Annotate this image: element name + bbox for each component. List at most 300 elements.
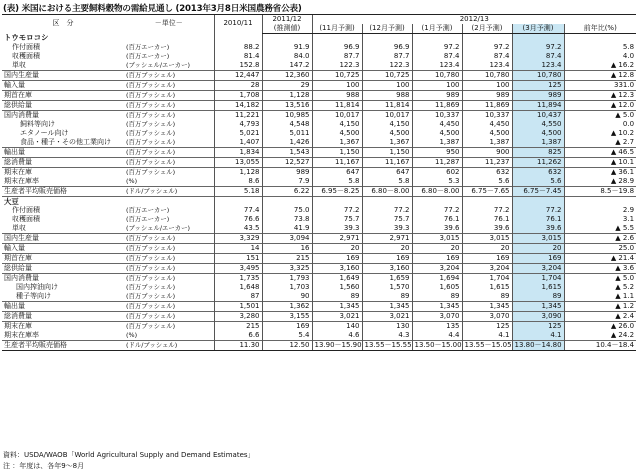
change-cell: ▲ 46.5 — [564, 148, 636, 158]
value-cell: 20 — [512, 244, 564, 254]
value-cell: 988 — [312, 91, 362, 101]
value-cell: 13,516 — [262, 101, 312, 111]
table-row — [2, 120, 636, 129]
value-cell: 20 — [312, 244, 362, 254]
change-cell: ▲ 5.2 — [564, 283, 636, 292]
section-row — [2, 197, 636, 207]
value-cell: 647 — [362, 168, 412, 178]
empty-cell — [412, 34, 462, 44]
value-cell: 10,780 — [412, 71, 462, 81]
row-label: 飼料等向け — [20, 120, 55, 128]
value-cell: 1,150 — [312, 148, 362, 158]
empty-cell — [262, 34, 312, 44]
value-cell: 5.3 — [412, 177, 462, 187]
row-label: 総供給量 — [2, 101, 124, 111]
empty-cell — [462, 197, 512, 207]
value-cell: 11,869 — [412, 101, 462, 111]
change-cell: 5.8 — [564, 43, 636, 52]
header-month: (11月予測) — [312, 24, 362, 34]
value-cell: 77.2 — [412, 206, 462, 215]
value-cell: 39.3 — [312, 224, 362, 234]
row-label: 生産者平均販売価格 — [2, 187, 124, 197]
value-cell: 1,694 — [412, 274, 462, 284]
value-cell: 77.2 — [312, 206, 362, 215]
value-cell: 3,155 — [262, 312, 312, 322]
value-cell: 3,325 — [262, 264, 312, 274]
value-cell: 13,055 — [214, 158, 262, 168]
table-row — [2, 91, 636, 101]
row-unit: (百万ブッシェル) — [124, 264, 214, 274]
value-cell: 1,150 — [362, 148, 412, 158]
year-note: 注 ：年度は、各年9～8月 — [3, 462, 85, 470]
value-cell: 123.4 — [512, 61, 564, 71]
value-cell: 1,704 — [462, 274, 512, 284]
value-cell: 147.2 — [262, 61, 312, 71]
row-unit: (百万ブッシェル) — [124, 111, 214, 121]
change-cell: ▲ 5.0 — [564, 111, 636, 121]
value-cell: 16 — [262, 244, 312, 254]
table-row — [2, 283, 636, 292]
value-cell: 1,387 — [412, 138, 462, 148]
row-label: 期末在庫 — [2, 322, 124, 332]
source-note: 資料：USDA/WAOB「World Agricultural Supply and Demand Estimates」 — [3, 451, 255, 459]
table-row — [2, 177, 636, 187]
table-row — [2, 274, 636, 284]
value-cell: 3,204 — [512, 264, 564, 274]
value-cell: 5.6 — [462, 177, 512, 187]
value-cell: 11.30 — [214, 341, 262, 351]
value-cell: 20 — [362, 244, 412, 254]
value-cell: 11,221 — [214, 111, 262, 121]
value-cell: 12,447 — [214, 71, 262, 81]
header-year-2010: 2010/11 — [214, 15, 262, 34]
row-label: 作付面積 — [12, 206, 40, 214]
value-cell: 6.80－8.00 — [412, 187, 462, 197]
empty-cell — [214, 197, 262, 207]
change-cell: ▲ 2.7 — [564, 138, 636, 148]
value-cell: 28 — [214, 81, 262, 91]
value-cell: 1,834 — [214, 148, 262, 158]
value-cell: 20 — [412, 244, 462, 254]
value-cell: 5.4 — [262, 331, 312, 341]
row-label: 作付面積 — [12, 43, 40, 51]
value-cell: 4.1 — [462, 331, 512, 341]
table-row — [2, 187, 636, 197]
change-cell: 0.0 — [564, 120, 636, 129]
table-row — [2, 61, 636, 71]
row-unit: (ブッシェル/エーカー) — [126, 224, 190, 232]
change-cell: 8.5－19.8 — [564, 187, 636, 197]
value-cell: 4,150 — [362, 120, 412, 129]
table-row — [2, 206, 636, 215]
value-cell: 76.1 — [512, 215, 564, 224]
row-unit: (百万ブッシェル) — [126, 138, 176, 146]
change-cell: ▲ 12.3 — [564, 91, 636, 101]
table-row — [2, 234, 636, 244]
value-cell: 43.5 — [214, 224, 262, 234]
value-cell: 950 — [412, 148, 462, 158]
row-unit: (百万エーカー) — [126, 52, 170, 60]
value-cell: 5.18 — [214, 187, 262, 197]
row-unit: (ドル/ブッシェル) — [124, 341, 214, 351]
row-label: 国内搾油向け — [16, 283, 58, 291]
value-cell: 602 — [412, 168, 462, 178]
change-cell: 4.0 — [564, 52, 636, 61]
value-cell: 8.6 — [214, 177, 262, 187]
row-label: 収穫面積 — [12, 215, 40, 223]
value-cell: 11,814 — [312, 101, 362, 111]
empty-cell — [312, 197, 362, 207]
value-cell: 13.55－15.55 — [362, 341, 412, 351]
change-cell: ▲ 2.6 — [564, 234, 636, 244]
value-cell: 169 — [362, 254, 412, 264]
value-cell: 4,150 — [312, 120, 362, 129]
row-label: 生産者平均販売価格 — [2, 341, 124, 351]
table-row — [2, 331, 636, 341]
row-unit: (百万ブッシェル) — [126, 129, 176, 137]
table-row — [2, 244, 636, 254]
value-cell: 6.75－7.45 — [512, 187, 564, 197]
table-row — [2, 168, 636, 178]
row-label: 国内消費量 — [2, 274, 124, 284]
row-label: 総消費量 — [2, 158, 124, 168]
value-cell: 89 — [362, 292, 412, 302]
value-cell: 3,160 — [362, 264, 412, 274]
value-cell: 11,262 — [512, 158, 564, 168]
value-cell: 989 — [262, 168, 312, 178]
row-unit: (ドル/ブッシェル) — [124, 187, 214, 197]
row-label: 収穫面積 — [12, 52, 40, 60]
change-cell: ▲ 1.1 — [564, 292, 636, 302]
value-cell: 169 — [412, 254, 462, 264]
value-cell: 1,648 — [214, 283, 262, 292]
header-month: (12月予測) — [362, 24, 412, 34]
value-cell: 6.6 — [214, 331, 262, 341]
row-unit: (百万エーカー) — [126, 43, 170, 51]
value-cell: 1,367 — [362, 138, 412, 148]
value-cell: 84.0 — [262, 52, 312, 61]
value-cell: 76.6 — [214, 215, 262, 224]
value-cell: 10,725 — [312, 71, 362, 81]
value-cell: 39.3 — [362, 224, 412, 234]
value-cell: 3,204 — [412, 264, 462, 274]
header-unit: －単位－ — [124, 15, 214, 34]
row-label: 食品・種子・その他工業向け — [20, 138, 111, 146]
value-cell: 989 — [462, 91, 512, 101]
change-cell: ▲ 12.8 — [564, 71, 636, 81]
row-label: エタノール向け — [20, 129, 69, 137]
value-cell: 4,548 — [262, 120, 312, 129]
value-cell: 1,615 — [512, 283, 564, 292]
value-cell: 169 — [462, 254, 512, 264]
row-unit: (百万ブッシェル) — [126, 283, 176, 291]
header-item: 区 分 — [2, 15, 124, 34]
value-cell: 10,985 — [262, 111, 312, 121]
value-cell: 1,501 — [214, 302, 262, 312]
value-cell: 1,387 — [512, 138, 564, 148]
row-unit: (百万ブッシェル) — [124, 168, 214, 178]
value-cell: 169 — [262, 322, 312, 332]
value-cell: 76.1 — [412, 215, 462, 224]
value-cell: 4,500 — [412, 129, 462, 138]
value-cell: 3,015 — [512, 234, 564, 244]
value-cell: 11,869 — [462, 101, 512, 111]
value-cell: 10,780 — [512, 71, 564, 81]
value-cell: 5.8 — [362, 177, 412, 187]
value-cell: 6.75－7.65 — [462, 187, 512, 197]
change-cell: ▲ 24.2 — [564, 331, 636, 341]
row-label: 期末在庫 — [2, 168, 124, 178]
change-cell: ▲ 5.5 — [564, 224, 636, 234]
value-cell: 152.8 — [214, 61, 262, 71]
value-cell: 140 — [312, 322, 362, 332]
value-cell: 215 — [214, 322, 262, 332]
row-unit: (百万ブッシェル) — [124, 274, 214, 284]
change-cell: ▲ 26.0 — [564, 322, 636, 332]
value-cell: 76.1 — [462, 215, 512, 224]
change-cell: ▲ 28.9 — [564, 177, 636, 187]
header-year-2012: 2012/13 — [312, 15, 636, 25]
table-row — [2, 43, 636, 52]
value-cell: 77.4 — [214, 206, 262, 215]
value-cell: 215 — [262, 254, 312, 264]
change-cell: 2.9 — [564, 206, 636, 215]
value-cell: 4.6 — [312, 331, 362, 341]
value-cell: 1,708 — [214, 91, 262, 101]
value-cell: 97.2 — [512, 43, 564, 52]
value-cell: 5.8 — [312, 177, 362, 187]
value-cell: 29 — [262, 81, 312, 91]
value-cell: 100 — [412, 81, 462, 91]
empty-cell — [512, 197, 564, 207]
value-cell: 122.3 — [312, 61, 362, 71]
section-row — [2, 34, 636, 44]
value-cell: 4.4 — [412, 331, 462, 341]
row-unit: (百万ブッシェル) — [124, 148, 214, 158]
value-cell: 11,814 — [362, 101, 412, 111]
value-cell: 10,017 — [312, 111, 362, 121]
value-cell: 1,793 — [262, 274, 312, 284]
value-cell: 10,337 — [462, 111, 512, 121]
change-cell: ▲ 1.2 — [564, 302, 636, 312]
empty-cell — [512, 34, 564, 44]
value-cell: 3,090 — [512, 312, 564, 322]
row-unit: (百万ブッシェル) — [124, 91, 214, 101]
value-cell: 1,570 — [362, 283, 412, 292]
value-cell: 13.90－15.90 — [312, 341, 362, 351]
value-cell: 1,426 — [262, 138, 312, 148]
supply-demand-table — [2, 14, 636, 351]
value-cell: 3,329 — [214, 234, 262, 244]
header-year-2011: 2011/12 — [262, 15, 312, 25]
value-cell: 12,527 — [262, 158, 312, 168]
value-cell: 87 — [214, 292, 262, 302]
row-label: 期首在庫 — [2, 254, 124, 264]
row-unit: (ブッシェル/エーカー) — [126, 61, 190, 69]
empty-cell — [362, 34, 412, 44]
value-cell: 1,649 — [312, 274, 362, 284]
value-cell: 11,167 — [362, 158, 412, 168]
value-cell: 1,407 — [214, 138, 262, 148]
table-row — [2, 111, 636, 121]
value-cell: 75.0 — [262, 206, 312, 215]
table-row — [2, 302, 636, 312]
value-cell: 41.9 — [262, 224, 312, 234]
change-cell: ▲ 2.4 — [564, 312, 636, 322]
value-cell: 100 — [362, 81, 412, 91]
value-cell: 4,450 — [462, 120, 512, 129]
row-label: 単収 — [12, 224, 26, 232]
row-unit: (百万ブッシェル) — [124, 312, 214, 322]
row-label: 単収 — [12, 61, 26, 69]
row-unit: (百万ブッシェル) — [124, 234, 214, 244]
row-unit: (百万エーカー) — [126, 215, 170, 223]
row-unit: (%) — [126, 331, 138, 339]
value-cell: 1,128 — [214, 168, 262, 178]
value-cell: 2,971 — [362, 234, 412, 244]
value-cell: 39.6 — [462, 224, 512, 234]
row-unit: (百万ブッシェル) — [124, 254, 214, 264]
row-unit: (百万ブッシェル) — [126, 292, 176, 300]
value-cell: 89 — [462, 292, 512, 302]
value-cell: 1,605 — [412, 283, 462, 292]
row-label: 期首在庫 — [2, 91, 124, 101]
value-cell: 14 — [214, 244, 262, 254]
change-cell: ▲ 3.6 — [564, 264, 636, 274]
empty-cell — [564, 34, 636, 44]
value-cell: 39.6 — [412, 224, 462, 234]
value-cell: 91.9 — [262, 43, 312, 52]
value-cell: 4,500 — [312, 129, 362, 138]
value-cell: 13.80－14.80 — [512, 341, 564, 351]
table-row — [2, 129, 636, 138]
value-cell: 123.4 — [462, 61, 512, 71]
value-cell: 96.9 — [312, 43, 362, 52]
value-cell: 97.2 — [462, 43, 512, 52]
change-cell: 25.0 — [564, 244, 636, 254]
value-cell: 10,437 — [512, 111, 564, 121]
value-cell: 77.2 — [512, 206, 564, 215]
value-cell: 6.95－8.25 — [312, 187, 362, 197]
value-cell: 3,070 — [462, 312, 512, 322]
table-row — [2, 341, 636, 351]
value-cell: 10,337 — [412, 111, 462, 121]
value-cell: 123.4 — [412, 61, 462, 71]
value-cell: 130 — [362, 322, 412, 332]
value-cell: 7.9 — [262, 177, 312, 187]
value-cell: 3,015 — [412, 234, 462, 244]
value-cell: 88.2 — [214, 43, 262, 52]
value-cell: 87.7 — [312, 52, 362, 61]
section-title: トウモロコシ — [4, 33, 49, 43]
section-title: 大豆 — [2, 197, 214, 207]
value-cell: 169 — [312, 254, 362, 264]
value-cell: 14,182 — [214, 101, 262, 111]
value-cell: 825 — [512, 148, 564, 158]
row-unit: (百万ブッシェル) — [124, 302, 214, 312]
value-cell: 125 — [462, 322, 512, 332]
value-cell: 89 — [412, 292, 462, 302]
value-cell: 87.4 — [462, 52, 512, 61]
value-cell: 11,167 — [312, 158, 362, 168]
value-cell: 11,287 — [412, 158, 462, 168]
row-label: 輸出量 — [2, 302, 124, 312]
value-cell: 13.50－15.00 — [412, 341, 462, 351]
value-cell: 1,735 — [214, 274, 262, 284]
value-cell: 1,345 — [512, 302, 564, 312]
header-month: (2月予測) — [462, 24, 512, 34]
value-cell: 3,495 — [214, 264, 262, 274]
value-cell: 632 — [462, 168, 512, 178]
value-cell: 75.7 — [312, 215, 362, 224]
value-cell: 647 — [312, 168, 362, 178]
value-cell: 2,971 — [312, 234, 362, 244]
empty-cell — [214, 34, 262, 44]
header-month: (1月予測) — [412, 24, 462, 34]
change-cell: 10.4－18.4 — [564, 341, 636, 351]
value-cell: 122.3 — [362, 61, 412, 71]
value-cell: 3,280 — [214, 312, 262, 322]
change-cell: 331.0 — [564, 81, 636, 91]
header-month-march: (3月予測) — [512, 24, 564, 34]
value-cell: 5,011 — [262, 129, 312, 138]
change-cell: ▲ 10.2 — [564, 129, 636, 138]
value-cell: 12,360 — [262, 71, 312, 81]
value-cell: 151 — [214, 254, 262, 264]
row-label: 総消費量 — [2, 312, 124, 322]
value-cell: 4.1 — [512, 331, 564, 341]
value-cell: 5.6 — [512, 177, 564, 187]
change-cell: ▲ 5.0 — [564, 274, 636, 284]
value-cell: 1,362 — [262, 302, 312, 312]
header-estimate: (推測値) — [262, 24, 312, 34]
value-cell: 89 — [312, 292, 362, 302]
value-cell: 4,500 — [462, 129, 512, 138]
value-cell: 1,659 — [362, 274, 412, 284]
value-cell: 77.2 — [462, 206, 512, 215]
value-cell: 10,780 — [462, 71, 512, 81]
value-cell: 1,560 — [312, 283, 362, 292]
row-label: 国内生産量 — [2, 71, 124, 81]
value-cell: 12.50 — [262, 341, 312, 351]
value-cell: 4,500 — [362, 129, 412, 138]
row-label: 期末在庫率 — [4, 331, 39, 339]
table-row — [2, 138, 636, 148]
table-row — [2, 81, 636, 91]
value-cell: 1,703 — [262, 283, 312, 292]
value-cell: 1,345 — [362, 302, 412, 312]
empty-cell — [564, 197, 636, 207]
row-unit: (百万エーカー) — [126, 206, 170, 214]
table-row — [2, 254, 636, 264]
value-cell: 11,237 — [462, 158, 512, 168]
row-unit: (%) — [126, 177, 138, 185]
empty-cell — [312, 34, 362, 44]
value-cell: 125 — [512, 322, 564, 332]
value-cell: 77.2 — [362, 206, 412, 215]
value-cell: 169 — [512, 254, 564, 264]
value-cell: 4,450 — [412, 120, 462, 129]
value-cell: 5,021 — [214, 129, 262, 138]
value-cell: 3,160 — [312, 264, 362, 274]
value-cell: 96.9 — [362, 43, 412, 52]
value-cell: 10,725 — [362, 71, 412, 81]
value-cell: 1,345 — [462, 302, 512, 312]
change-cell: ▲ 12.0 — [564, 101, 636, 111]
row-label: 輸出量 — [2, 148, 124, 158]
change-cell: ▲ 36.1 — [564, 168, 636, 178]
value-cell: 1,345 — [312, 302, 362, 312]
